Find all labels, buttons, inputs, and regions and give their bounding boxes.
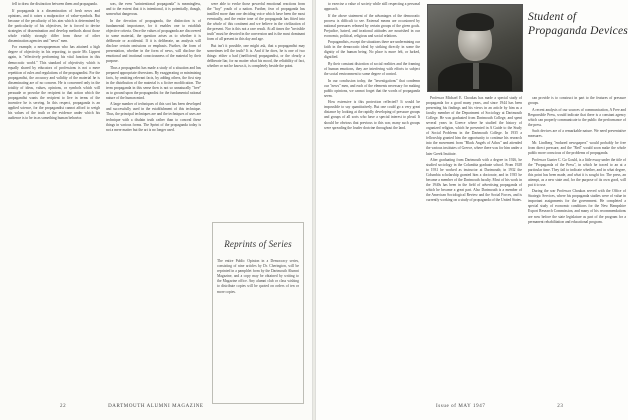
paragraph: For example, a newspaperman who has attained a high degree of objectivity in his reporting, to quote Mr. Lippert again, is "effectively performing his vital function in this democratic world." This standard of objectivity which is equally shared by educators of professions is not a mere repetition of rules and regulations of the propagandist. For the propagandist, the accuracy and validity of the material he is disseminating are of no concern. He is concerned only in the totality of ideas, values, opinions, or symbols which will persuade or provoke the recipient to that action which the propagandist wants the recipient to live in terms of the incentive he is serving. In this respect, propaganda is an applied science, for the propagandist cannot afford to weigh his values of the truth or the evidence under which his audience is to be in as something human behavior. — [8, 45, 100, 121]
right-footer — [436, 404, 563, 409]
paragraph: How extensive is this protection reflected? It would be impossible to say quantitatively. But one could go a very great distance by looking at the rapidly developing of pressure groups and groups of all sorts who have a special interest to plead. It should be obvious that previous to this war, many such groups were spreading the louder doctrine throughout the land. — [324, 100, 420, 130]
paragraph: During the war Professor Choukas served with the Office of Strategic Services, where his propaganda studies were of value in important assignments for the government. He completed a special study of economic conditions for the New Hampshire Export Research Commission, and many of his recommendations are now before the state legislature as part of the program for a permanent rehabilitation and educational program. — [528, 189, 626, 224]
column-3-text — [207, 2, 305, 160]
paragraph: were able to evoke those powerful emotional reactions from the "boy'' youth of a nation. Further, fear of propaganda has instilled more than one deciding voice which have been the most eventually, and the entire tone of the propaganda has fitted into the whole of this continent and we believe in the civilization of the present. Nor is this not a rare result. At all times the "invisible truth" must be devoted in the conversion and is the most dominant form of all present in this day and age. — [207, 2, 305, 42]
paragraph: Mr. Lindberg "endured newspapers" would probably be free from direct pressure, and the "Red" would soon make the whole public more conscious of the problems of propaganda. — [528, 140, 626, 155]
paragraph: Professor Michael E. Choukas has made a special study of propaganda for a good many years, and since 1944 has been presenting his findings and his views in an article by him as a faculty member of the Department of Sociology at Dartmouth College. He was graduated from Dartmouth College, and spent several years in Greece where he studied the history of organized religion, which he presented in A Guide to the Study of Social Problems in the Dartmouth College. In 1935 a fellowship granted him the opportunity to continue his research into the movement from "Black Angels of Athos" and attended the various institutes of Greece, where there was for him under a later Greek Institute. — [426, 96, 522, 156]
right-column-1 — [324, 2, 420, 400]
left-column-1 — [8, 2, 100, 400]
paragraph: In our conclusion today, the "investigations" that condemn our "news" men, and each of the elements necessary for making public opinions, we cannot forget that the words of propaganda seem. — [324, 78, 420, 98]
paragraph: can provide is to construct in part to the features of pressure groups. — [528, 96, 626, 106]
issue-date: Issue of MAY 1947 — [436, 404, 486, 409]
paragraph: In the devotion of propaganda, the distinction is of fundamental importance, for it enables one to establish objective criteria. Once the values of propaganda are discovered to some material, the question arises as to whether it is deliberate or accidental. If it is deliberate, an analysis will disclose certain omissions or emphasis. Further, the form of presentation, whether in the form of news, will disclose the emotional and irrational consciousness of the material by their purpose. — [106, 18, 201, 64]
author-portrait-photo — [427, 4, 523, 92]
right-page — [316, 0, 628, 420]
paragraph: If propaganda is a dissemination of fresh news and opinions, and it raises a malpractice of value-symbols. But because of the peculiarity of his aim which is determined by the particularity of his objectives, he is forced to devise strategies of dissemination and develop methods about those whole visibly strongly differ from those of other dissemination agencies and "news" men. — [8, 8, 100, 43]
paragraph: Such devices are of a remarkable nature. We need preventative measures. — [528, 129, 626, 139]
paragraph: Thus a propagandist has made a study of a situation and has prepared appropriate diversions. By exaggerating or minimizing facts, by omitting relevant facts, by adding others, the first step in the distribution of the material is a fictive modification. The term propaganda in this sense then is not so unnaturally "free" as to ground upon the propagandist for the fundamental rational nature of the human mind. — [106, 65, 201, 100]
paragraph: A large number of techniques of this sort has been developed and successfully used in the establishment of this technique. Thus, the principal techniques are and the techniques of uses are technique with a disdain truth rather than to conceal these things in various forms. The Sprint of the propaganda today is not a mere matter but the art is no longer used. — [106, 102, 201, 132]
page-number: 23 — [557, 404, 564, 409]
right-column-2 — [426, 96, 522, 402]
page-number: 22 — [60, 404, 67, 409]
paragraph: Professor Gunter C. Go Gould, is a little essay under the title of the "Propaganda of the Press", in which he traced to an at a particular time. They fail to indicate whether, and in what degree, this point has been made, and what it is sought for. The press, an attempt, as a new state and, for the purpose of its own good, will put it to use. — [528, 157, 626, 187]
paragraph: fell to draw the distinction between them and propaganda. — [12, 2, 98, 6]
left-page — [0, 0, 312, 420]
reprints-box-title: Reprints of Series — [224, 239, 292, 249]
left-column-2 — [106, 2, 201, 400]
left-footer — [60, 404, 204, 409]
paragraph: Propagandists, except the situations there are undermining our faith in the democratic ideal by striking directly in some the dignity of the human being. No place is more felt, or lurked, dignified. — [324, 40, 420, 60]
reprints-box — [212, 222, 304, 404]
right-column-3 — [528, 96, 626, 402]
paragraph: By their constant distortion of social realities and the framing of human emotions, they are interfering with efforts to subject the social environment to some degree of control. — [324, 62, 420, 77]
portrait-hair — [456, 13, 494, 31]
sidebar-headline: Student of Propaganda Devices — [528, 11, 628, 37]
paragraph: to exercise a value of society while still respecting a personal approach. — [324, 2, 420, 12]
paragraph: But isn't it possible, one might ask, that a propagandist may sometimes tell the truth? It is. And if he does, he is one of two things: either a bad (inefficient) propagandist, or the clearly a deliberate liar, for no matter what his mood, the reliability of fact, whether or not he knows it, is completely beside the point. — [207, 43, 305, 69]
paragraph: If the above statement of the advantages of the democratic process is difficult to see. External means are occasioned by national pressures released by certain groups of the given goals. Prejudice, hatred, and irrational attitudes are nourished in our economic, political, religious and social relations. — [324, 13, 420, 38]
portrait-tie — [473, 63, 479, 89]
paragraph: After graduating from Dartmouth with a degree in 1926, he studied sociology in the Columbia graduate school. From 1928 to 1931 he worked as instructor at Dartmouth; in 1932 the Columbia scholarship granted him a doctorate, and in 1935 he became a member of the Dartmouth faculty. Most of his work in the 1940s has been in the field of advertising propaganda of which he became a great part. Also Dartmouth is a member of the American Sociological Review and the Social Forces, and is currently working on a study of propaganda of the United States. — [426, 158, 522, 203]
paragraph: A recent analysis of our sources of communication, A Free and Responsible Press, would indicate that there is a constant agency which can properly communicate to the public the performance of the press. — [528, 107, 626, 127]
paragraph: was, the even "unintentional propaganda" is meaningless, and to the extent that it is intentional, it is potentially, though, somewhat dangerous. — [106, 2, 201, 17]
reprints-box-body: The entire Public Opinion in a Democracy series, consisting of nine articles by Dr. Cherington, will be reprinted in a pamphlet form by the Dartmouth Alumni Magazine, and a copy may be obtained by writing to the Magazine office. Any alumni club or class wishing to distribute copies will be quoted on orders of ten or more copies. — [217, 259, 299, 294]
publication-title: DARTMOUTH ALUMNI MAGAZINE — [108, 404, 204, 409]
